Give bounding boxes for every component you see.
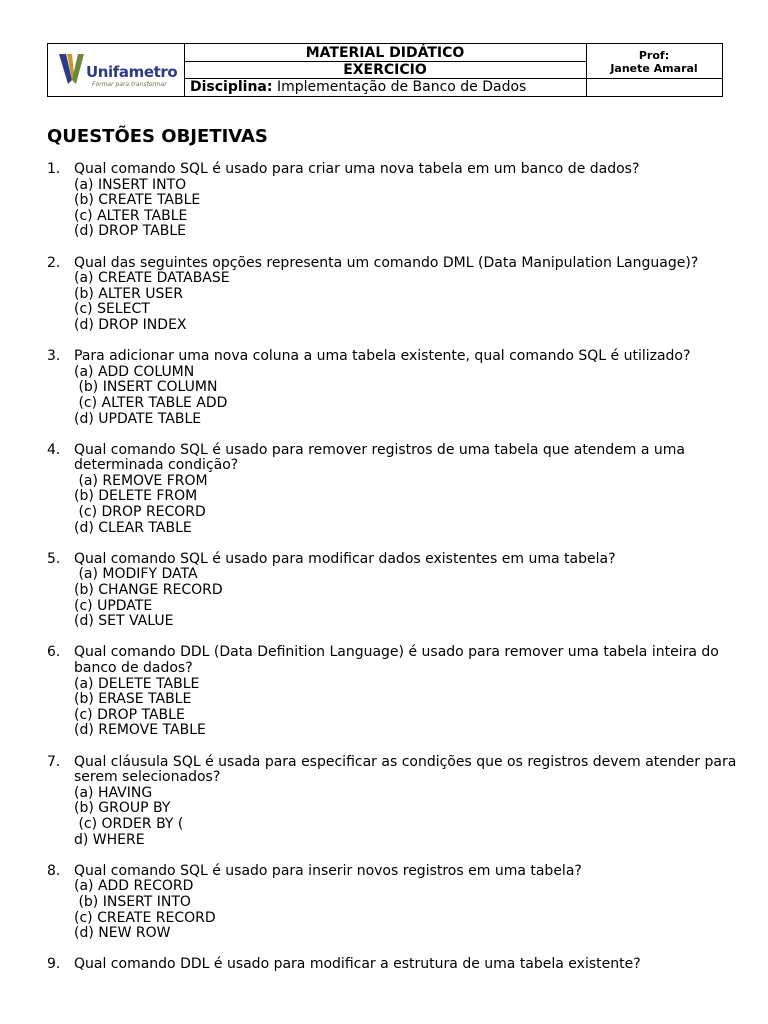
question-item [47,755,737,849]
question-item [47,256,737,334]
answer-option: (c) UPDATE [74,597,153,614]
question-number: 4. [47,441,61,458]
discipline-label: Disciplina: [190,79,273,95]
professor-name: Janete Amaral [610,62,698,75]
discipline-value: Implementação de Banco de Dados [276,79,527,95]
answer-option: (a) ADD COLUMN [74,363,195,380]
question-body [74,443,737,537]
question-text: Qual comando SQL é usado para remover registros de uma tabela que atendem a uma determinada condição? [74,441,685,474]
answer-option: (b) CREATE TABLE [74,192,201,209]
logo-tagline: Formar para transformar [92,81,167,88]
answer-option: (b) INSERT INTO [74,893,191,910]
answer-option: (a) CREATE DATABASE [74,270,230,287]
question-item [47,864,737,942]
answer-option: (c) DROP RECORD [74,504,206,521]
question-body [74,957,737,973]
professor-label: Prof: [638,49,670,62]
answer-option: (c) ALTER TABLE [74,207,188,224]
question-number: 7. [47,753,61,770]
answer-option: (c) CREATE RECORD [74,909,216,926]
logo-cell [48,44,185,96]
answer-option: (a) DELETE TABLE [74,675,200,692]
question-text: Qual comando DDL é usado para modificar a estrutura de uma tabela existente? [74,956,641,973]
question-text: Qual comando SQL é usado para inserir novos registros em uma tabela? [74,862,582,879]
answer-option: (b) ERASE TABLE [74,691,192,708]
answer-option: (d) SET VALUE [74,613,174,630]
answer-option: (a) INSERT INTO [74,176,187,193]
question-number: 1. [47,161,61,177]
material-title: MATERIAL DIDÁTICO [184,44,586,62]
question-text: Qual cláusula SQL é usada para especificar as condições que os registros devem atender para serem selecionados? [74,753,737,786]
question-body [74,864,737,942]
question-number: 2. [47,254,61,271]
title-cell [184,44,587,96]
question-item [47,645,737,739]
question-item [47,349,737,427]
answer-option: (b) DELETE FROM [74,488,198,505]
professor-box [586,44,722,79]
answer-option: (a) HAVING [74,784,153,801]
question-number: 8. [47,862,61,879]
answer-option: (d) UPDATE TABLE [74,410,202,427]
answer-option: (c) DROP TABLE [74,706,185,723]
question-body [74,349,737,427]
answer-option: (d) REMOVE TABLE [74,722,206,739]
answer-option: (b) CHANGE RECORD [74,582,223,599]
question-list [47,162,737,988]
question-number: 5. [47,550,61,567]
logo-name: Unifametro [86,63,178,81]
question-body [74,256,737,334]
exercise-title: EXERCICIO [184,62,586,79]
answer-option: (c) ORDER BY ( [74,815,184,832]
question-item [47,552,737,630]
answer-option: (a) MODIFY DATA [74,566,198,583]
answer-option: d) WHERE [74,831,145,848]
question-body [74,755,737,849]
question-text: Qual comando SQL é usado para criar uma nova tabela em um banco de dados? [74,161,640,177]
answer-option: (d) DROP TABLE [74,223,186,240]
question-number: 9. [47,956,61,973]
question-text: Qual comando SQL é usado para modificar dados existentes em uma tabela? [74,550,616,567]
professor-cell [586,44,722,96]
discipline-row [184,79,586,96]
question-item [47,162,737,240]
question-body [74,162,737,240]
answer-option: (b) INSERT COLUMN [74,379,218,396]
answer-option: (d) DROP INDEX [74,316,187,333]
answer-option: (b) ALTER USER [74,285,183,302]
question-item [47,957,737,973]
answer-option: (c) SELECT [74,301,150,318]
unifametro-logo-icon [56,50,86,90]
question-body [74,645,737,739]
answer-option: (a) ADD RECORD [74,878,194,895]
question-number: 3. [47,348,61,365]
section-title: QUESTÕES OBJETIVAS [47,126,268,147]
answer-option: (d) CLEAR TABLE [74,519,192,536]
document-header [47,43,723,97]
question-number: 6. [47,644,61,661]
answer-option: (a) REMOVE FROM [74,472,208,489]
question-text: Para adicionar uma nova coluna a uma tabela existente, qual comando SQL é utilizado? [74,348,691,365]
question-text: Qual das seguintes opções representa um comando DML (Data Manipulation Language)? [74,254,699,271]
question-item [47,443,737,537]
answer-option: (b) GROUP BY [74,800,171,817]
answer-option: (c) ALTER TABLE ADD [74,394,228,411]
question-body [74,552,737,630]
question-text: Qual comando DDL (Data Definition Language) é usado para remover uma tabela inteira do banco de dados? [74,644,719,676]
answer-option: (d) NEW ROW [74,925,171,942]
